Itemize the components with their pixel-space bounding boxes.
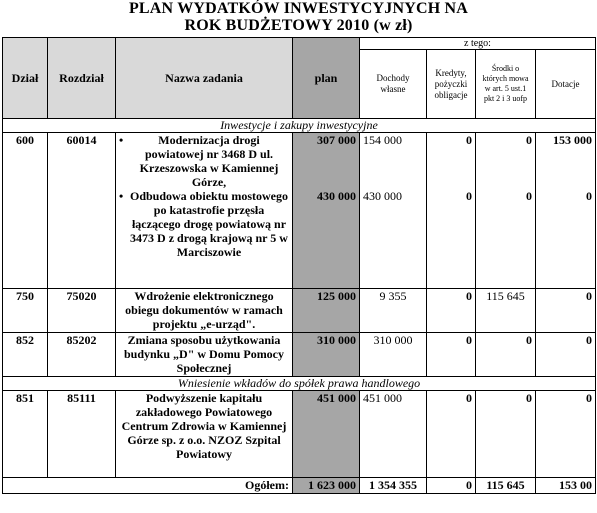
total-srodki: 115 645: [476, 478, 536, 494]
cell-dzial: 750: [3, 289, 48, 333]
cell-nazwa: Zmiana sposobu użytkowania budynku „D" w Domu Pomocy Społecznej: [116, 333, 293, 377]
srodki-value: 0: [526, 189, 532, 203]
cell-plan: [293, 133, 360, 289]
cell-dzial: 852: [3, 333, 48, 377]
investment-plan-table: [2, 37, 596, 494]
section-wniesienie: Wniesienie wkładów do spółek prawa handlowego: [3, 377, 596, 391]
table-row: [3, 391, 596, 478]
cell-srodki: 0: [476, 391, 536, 478]
header-srodki: Środki o których mowa w art. 5 ust.1 pkt 2 i 3 uofp: [476, 50, 536, 119]
section-inwestycje: Inwestycje i zakupy inwestycyjne: [3, 119, 596, 133]
header-dzial: Dział: [3, 38, 48, 119]
header-nazwa: Nazwa zadania: [116, 38, 293, 119]
page-title-line1: PLAN WYDATKÓW INWESTYCYJNYCH NA: [128, 0, 469, 17]
cell-kredyty: 0: [427, 391, 476, 478]
cell-rozdzial: 75020: [48, 289, 116, 333]
cell-srodki: 115 645: [476, 289, 536, 333]
plan-value: 430 000: [317, 189, 356, 203]
table-row: [3, 133, 596, 289]
total-dochody: 1 354 355: [360, 478, 427, 494]
cell-plan: 125 000: [293, 289, 360, 333]
cell-dotacje: 0: [536, 333, 596, 377]
dotacje-value: 0: [586, 189, 592, 203]
kredyty-value: 0: [466, 189, 472, 203]
list-item: • Modernizacja drogi powiatowej nr 3468 D ul. Krzeszowska w Kamiennej Górze,: [119, 133, 289, 189]
cell-dochody: 9 355: [360, 289, 427, 333]
cell-kredyty: 0: [427, 333, 476, 377]
total-label: Ogółem:: [3, 478, 293, 494]
cell-nazwa: Podwyższenie kapitału zakładowego Powiatowego Centrum Zdrowia w Kamiennej Górze sp. z o.o. NZOZ Szpital Powiatowy: [116, 391, 293, 478]
cell-rozdzial: 60014: [48, 133, 116, 289]
total-row: [3, 478, 596, 494]
total-dotacje: 153 00: [536, 478, 596, 494]
cell-dotacje: 0: [536, 289, 596, 333]
dotacje-value: 153 000: [553, 133, 592, 147]
cell-plan: 310 000: [293, 333, 360, 377]
cell-dochody: 310 000: [360, 333, 427, 377]
task-list: [119, 133, 289, 259]
header-kredyty: Kredyty, pożyczki obligacje: [427, 50, 476, 119]
cell-rozdzial: 85111: [48, 391, 116, 478]
cell-dotacje: 0: [536, 391, 596, 478]
cell-srodki: 0: [476, 333, 536, 377]
plan-value: 307 000: [317, 133, 356, 147]
page-title-line2: ROK BUDŻETOWY 2010 (w zł): [184, 17, 413, 34]
dochody-value: 154 000: [363, 133, 402, 147]
cell-nazwa: Wdrożenie elektronicznego obiegu dokumentów w ramach projektu „e-urząd".: [116, 289, 293, 333]
header-dotacje: Dotacje: [536, 50, 596, 119]
header-dochody: Dochody własne: [360, 50, 427, 119]
cell-dochody: [360, 133, 427, 289]
cell-srodki: [476, 133, 536, 289]
cell-nazwa: [116, 133, 293, 289]
cell-plan: 451 000: [293, 391, 360, 478]
cell-dotacje: [536, 133, 596, 289]
header-rozdzial: Rozdział: [48, 38, 116, 119]
cell-dzial: 851: [3, 391, 48, 478]
cell-dzial: 600: [3, 133, 48, 289]
header-z-tego: z tego:: [360, 38, 596, 50]
kredyty-value: 0: [466, 133, 472, 147]
table-row: [3, 289, 596, 333]
header-plan: plan: [293, 38, 360, 119]
total-kredyty: 0: [427, 478, 476, 494]
srodki-value: 0: [526, 133, 532, 147]
cell-kredyty: [427, 133, 476, 289]
cell-kredyty: 0: [427, 289, 476, 333]
list-item: • Odbudowa obiektu mostowego po katastrofie przęsła łączącego drogę powiatową nr 3473 D z drogą krajową nr 5 w Marciszowie: [119, 189, 289, 259]
dochody-value: 430 000: [363, 189, 402, 203]
total-plan: 1 623 000: [293, 478, 360, 494]
table-row: [3, 333, 596, 377]
cell-rozdzial: 85202: [48, 333, 116, 377]
cell-dochody: 451 000: [360, 391, 427, 478]
